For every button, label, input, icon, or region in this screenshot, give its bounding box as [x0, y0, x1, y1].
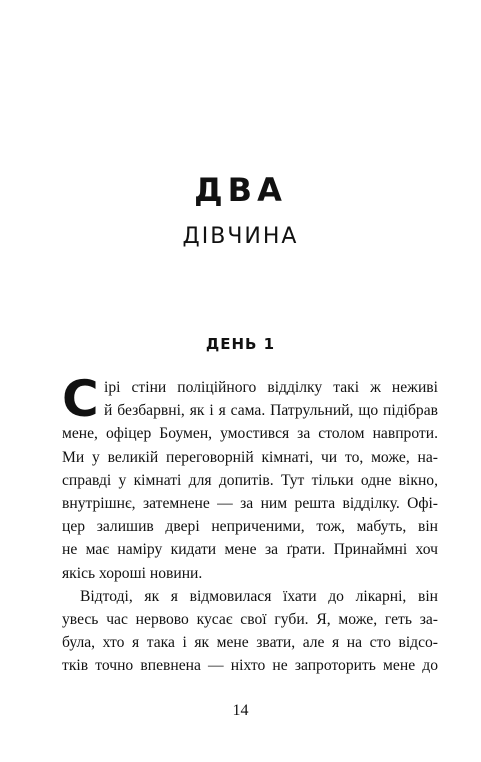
- section-heading: ДЕНЬ 1: [205, 335, 276, 353]
- paragraph-line: була, хто я така і як мене звати, але я на сто відсо-: [62, 634, 438, 652]
- paragraph-line: Відтоді, як я відмовилася їхати до лікарні, він: [80, 587, 438, 605]
- paragraph-line: й безбарвні, як і я сама. Патрульний, що підібрав: [104, 402, 438, 420]
- paragraph-line: внутрішнє, затемнене — за ним решта відділку. Офі-: [62, 494, 438, 512]
- paragraph-line: якісь хороші новини.: [62, 564, 203, 582]
- drop-cap: С: [62, 370, 99, 428]
- chapter-title: ДІВЧИНА: [182, 224, 299, 249]
- paragraph-line: ірі стіни поліційного відділку такі ж неживі: [104, 379, 438, 396]
- chapter-number: ДВА: [194, 171, 287, 209]
- paragraph-line: увесь час нервово кусає свої губи. Я, може, геть за-: [62, 610, 438, 628]
- paragraph-line: не має наміру кидати мене за ґрати. Принаймні хоч: [62, 541, 438, 559]
- paragraph-line: справді у кімнаті для допитів. Тут тільки одне вікно,: [62, 471, 438, 489]
- paragraph-line: мене, офіцер Боумен, умостився за столом навпроти.: [62, 425, 438, 443]
- page-number: 14: [232, 702, 249, 719]
- body-text: [62, 370, 438, 677]
- paragraph-line: Ми у великій переговорній кімнаті, чи то, може, на-: [62, 448, 438, 466]
- paragraph-line: цер залишив двері неприченими, тож, мабуть, він: [62, 518, 438, 536]
- paragraph-line: тків точно впевнена — ніхто не запроторить мене до: [62, 657, 438, 675]
